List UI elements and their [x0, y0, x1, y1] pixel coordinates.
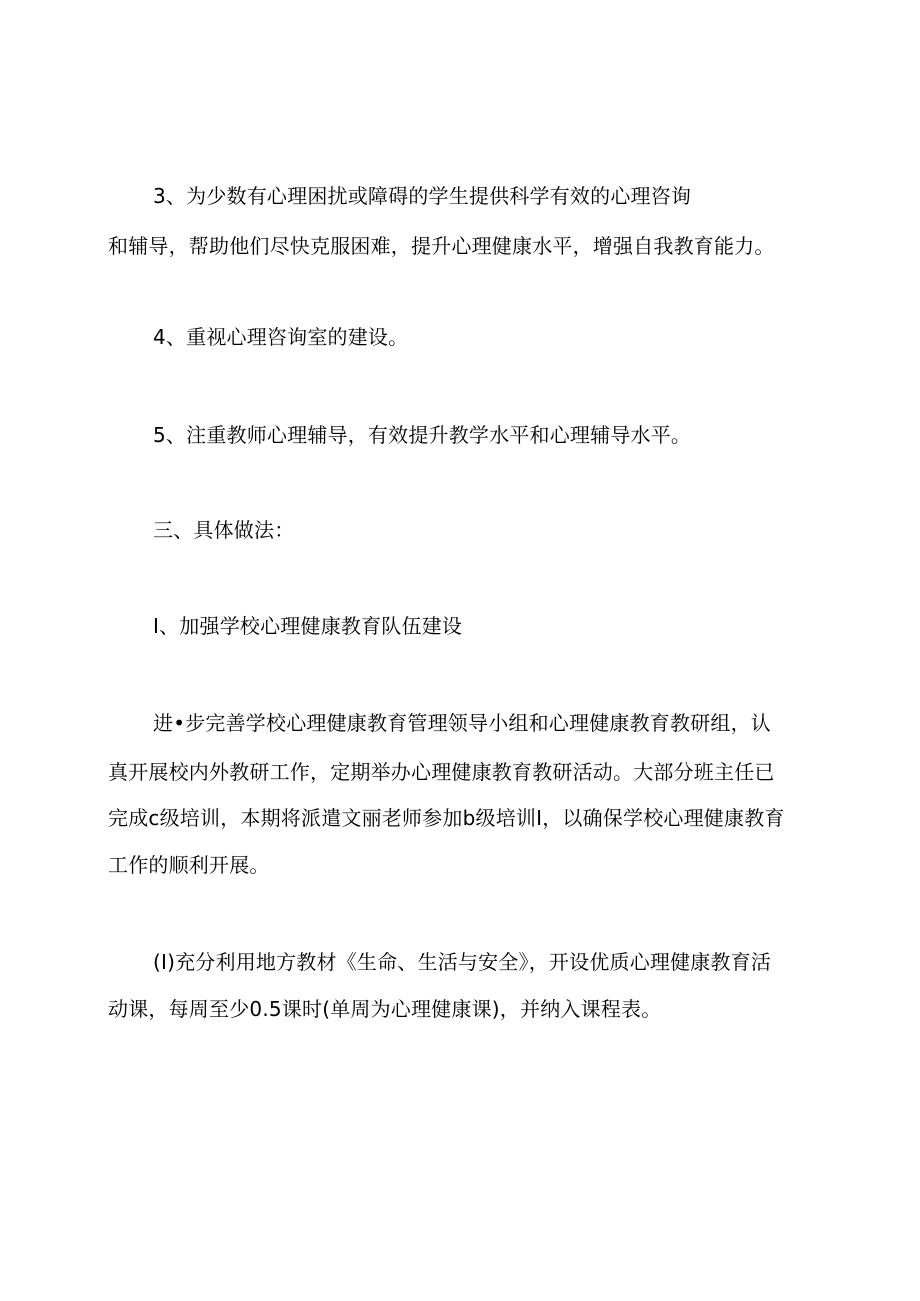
item-3-line-1: 3、为少数有心理困扰或障碍的学生提供科学有效的心理咨询	[153, 184, 692, 208]
paragraph-1-line-3: 完成c级培训，本期将派遣文丽老师参加b级培训I，以确保学校心理健康教育	[108, 806, 785, 830]
paragraph-2-line-1: (I)充分利用地方教材《生命、生活与安全》，开设优质心理健康教育活	[153, 950, 772, 974]
paragraph-2-line-2: 动课，每周至少0.5课时(单周为心理健康课)，并纳入课程表。	[108, 997, 662, 1021]
item-5: 5、注重教师心理辅导，有效提升教学水平和心理辅导水平。	[153, 423, 692, 447]
subheading-1: I、加强学校心理健康教育队伍建设	[153, 614, 463, 638]
paragraph-1-line-4: 工作的顺利开展。	[108, 853, 270, 877]
item-4: 4、重视心理咨询室的建设。	[153, 325, 409, 349]
section-heading: 三、具体做法：	[153, 518, 295, 542]
paragraph-1-line-2: 真开展校内外教研工作，定期举办心理健康教育教研活动。大部分班主任已	[108, 760, 775, 784]
item-3-line-2: 和辅导，帮助他们尽快克服困难，提升心理健康水平，增强自我教育能力。	[108, 234, 775, 258]
paragraph-1-line-1: 进•步完善学校心理健康教育管理领导小组和心理健康教育教研组，认	[153, 711, 771, 735]
